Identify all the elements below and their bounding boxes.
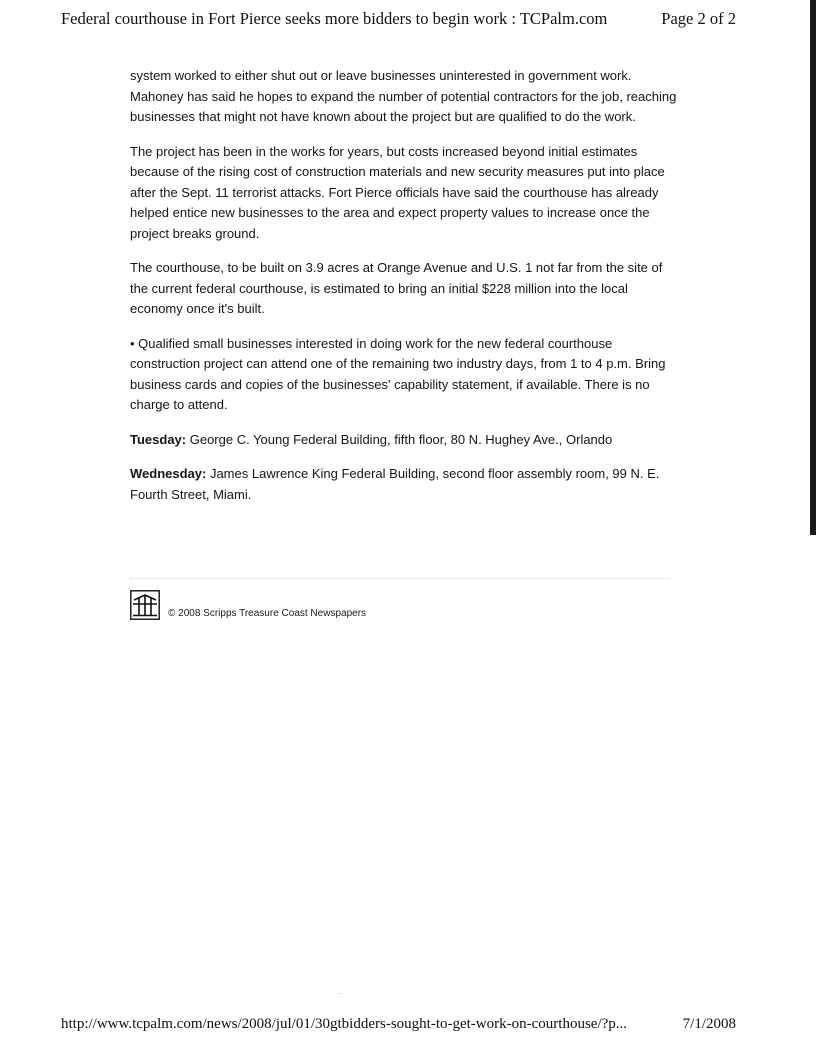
article-body xyxy=(130,66,678,519)
event-location: George C. Young Federal Building, fifth floor, 80 N. Hughey Ave., Orlando xyxy=(186,431,613,447)
event-location: James Lawrence King Federal Building, second floor assembly room, 99 N. E. Fourth Street, Miami. xyxy=(130,466,660,502)
event-day-label: Wednesday: xyxy=(130,466,207,481)
article-paragraph: The project has been in the works for years, but costs increased beyond initial estimates because of the rising cost of construction materials and new security measures put into place after the Sept. 11 terrorist attacks. Fort Pierce officials have said the courthouse has already helped entice new businesses to the area and expect property values to increase once the project breaks ground. xyxy=(130,143,665,241)
print-header-title: Federal courthouse in Fort Pierce seeks more bidders to begin work : TCPalm.com xyxy=(61,9,608,28)
print-footer-date: 7/1/2008 xyxy=(682,1016,736,1032)
event-tuesday xyxy=(130,430,678,451)
article-paragraph: The courthouse, to be built on 3.9 acres at Orange Avenue and U.S. 1 not far from the site of the current federal courthouse, is estimated to bring an initial $228 million into the local economy once it's built. xyxy=(130,260,663,316)
article-paragraph: • Qualified small businesses interested in doing work for the new federal courthouse construction project can attend one of the remaining two industry days, from 1 to 4 p.m. Bring business cards and copies of the businesses' capability statement, if available. There is no charge to attend. xyxy=(130,335,666,412)
print-footer-url: http://www.tcpalm.com/news/2008/jul/01/30gtbidders-sought-to-get-work-on-courthouse/?p... xyxy=(61,1016,628,1032)
event-wednesday xyxy=(130,464,678,505)
scan-edge-bar xyxy=(810,0,816,535)
event-day-label: Tuesday: xyxy=(130,431,187,447)
article-paragraph: system worked to either shut out or leave businesses uninterested in government work. Mahoney has said he hopes to expand the number of potential contractors for the job, reaching businesses that might not have known about the project but are qualified to do the work. xyxy=(130,68,677,124)
scan-artifact xyxy=(339,993,341,994)
copyright-block xyxy=(130,590,366,620)
print-header-page-number: Page 2 of 2 xyxy=(661,9,736,28)
newspaper-logo-icon xyxy=(130,590,160,620)
copyright-text: © 2008 Scripps Treasure Coast Newspapers xyxy=(168,608,367,619)
divider xyxy=(130,578,670,579)
